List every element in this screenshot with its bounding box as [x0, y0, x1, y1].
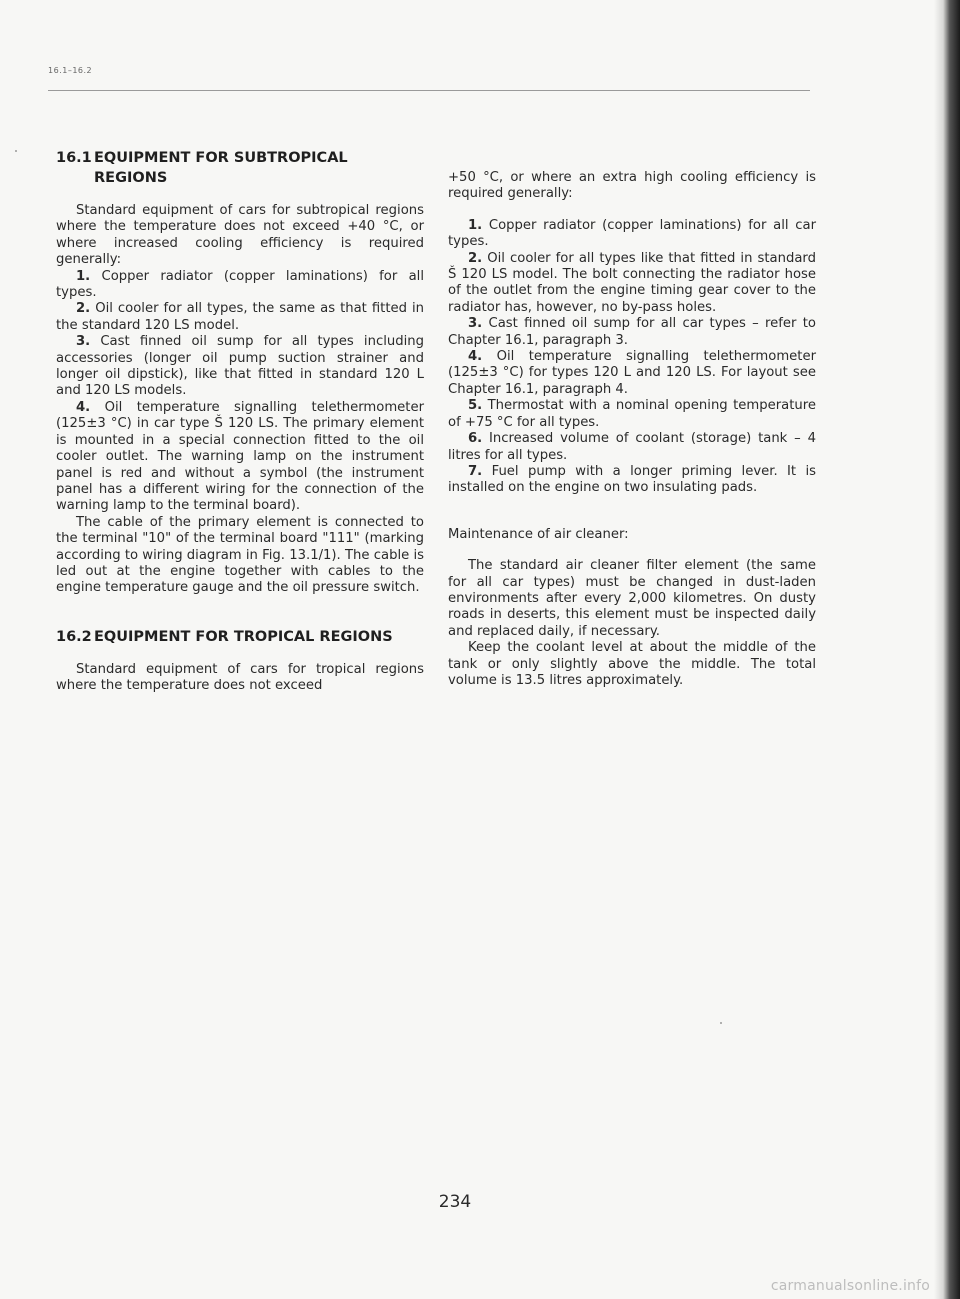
coolant-note: Keep the coolant level at about the middle of the tank or only slightly above the middle. The total volume is 13.5 litres approximately.: [448, 640, 816, 688]
binding-edge-shadow: [934, 0, 960, 1299]
item-text: Thermostat with a nominal opening temperature of +75 °C for all types.: [448, 398, 816, 430]
item-number: 5.: [468, 398, 483, 414]
list-item: [56, 269, 424, 302]
section-heading-16-1: [56, 148, 424, 188]
cable-note: The cable of the primary element is connected to the terminal "10" of the terminal board "111" (marking according to wiring diagram in Fig. 13.1/1). The cable is led out at the engine together with cables to the engine temperature gauge and the oil pressure switch.: [56, 514, 424, 596]
section-title: EQUIPMENT FOR TROPICAL REGIONS: [94, 628, 393, 645]
section-number: 16.2: [56, 628, 92, 645]
item-text: Oil temperature signalling telethermometer (125±3 °C) in car type Š 120 LS. The primary element is mounted in a special connection fitted to the oil cooler outlet. The warning lamp on the instrument panel is red and without a symbol (the instrument panel has a different wiring for the connection of the warning lamp to the terminal board).: [56, 399, 424, 514]
header-rule: [48, 90, 810, 91]
item-text: Increased volume of coolant (storage) tank – 4 litres for all types.: [448, 431, 816, 463]
item-text: Cast finned oil sump for all car types – refer to Chapter 16.1, paragraph 3.: [448, 316, 816, 348]
list-item: [448, 431, 816, 464]
maintenance-text: The standard air cleaner filter element (the same for all car types) must be changed in dust-laden environments after every 2,000 kilometres. On dusty roads in deserts, this element must be inspected daily and replaced daily, if necessary.: [448, 558, 816, 639]
item-number: 3.: [76, 334, 91, 350]
item-text: Oil cooler for all types, the same as that fitted in the standard 120 LS model.: [56, 301, 425, 333]
list-item: [448, 349, 816, 398]
item-number: 7.: [468, 463, 483, 479]
section-heading-16-2: [56, 627, 424, 647]
list-item: [448, 251, 816, 317]
list-item: [448, 464, 816, 497]
item-number: 4.: [76, 399, 91, 415]
list-item: [448, 316, 816, 349]
list-item: [56, 400, 424, 515]
item-text: Fuel pump with a longer priming lever. It is installed on the engine on two insulating pads.: [448, 463, 816, 496]
item-text: Oil temperature signalling telethermometer (125±3 °C) for types 120 L and 120 LS. For layout see Chapter 16.1, paragraph 4.: [448, 349, 816, 397]
scan-speck: [15, 150, 17, 152]
item-number: 3.: [468, 316, 483, 332]
list-item: [448, 218, 816, 251]
item-text: Oil cooler for all types like that fitted in standard Š 120 LS model. The bolt connecting the radiator hose of the outlet from the engine timing gear cover to the radiator has, however, no by-pass holes.: [448, 250, 816, 315]
list-item: [56, 334, 424, 400]
item-number: 2.: [76, 301, 91, 317]
section-intro: Standard equipment of cars for tropical regions where the temperature does not exceed: [56, 661, 424, 694]
item-text: Copper radiator (copper laminations) for all types.: [56, 268, 424, 301]
running-head: 16.1–16.2: [48, 66, 93, 75]
item-text: Cast finned oil sump for all types including accessories (longer oil pump suction strainer and longer oil dipstick), like that fitted in standard 120 L and 120 LS models.: [56, 334, 424, 399]
section-intro: Standard equipment of cars for subtropical regions where the temperature does not exceed +40 °C, or where increased cooling efficiency is required generally:: [56, 203, 424, 268]
continuation-text: +50 °C, or where an extra high cooling efficiency is required generally:: [448, 170, 816, 202]
item-text: Copper radiator (copper laminations) for all car types.: [448, 217, 816, 250]
item-number: 4.: [468, 349, 483, 365]
section-number: 16.1: [56, 150, 92, 166]
item-number: 1.: [468, 217, 483, 233]
watermark: carmanualsonline.info: [770, 1278, 930, 1294]
left-column: [56, 148, 424, 695]
page-number: 234: [438, 1192, 472, 1212]
section-title: EQUIPMENT FOR SUBTROPICAL REGIONS: [94, 150, 348, 186]
scan-speck: [720, 1022, 722, 1024]
item-number: 2.: [468, 250, 483, 266]
maintenance-heading: Maintenance of air cleaner:: [448, 526, 629, 542]
right-column: [448, 170, 816, 689]
item-number: 6.: [468, 431, 483, 447]
list-item: [56, 301, 424, 334]
list-item: [448, 398, 816, 431]
item-number: 1.: [76, 268, 91, 284]
